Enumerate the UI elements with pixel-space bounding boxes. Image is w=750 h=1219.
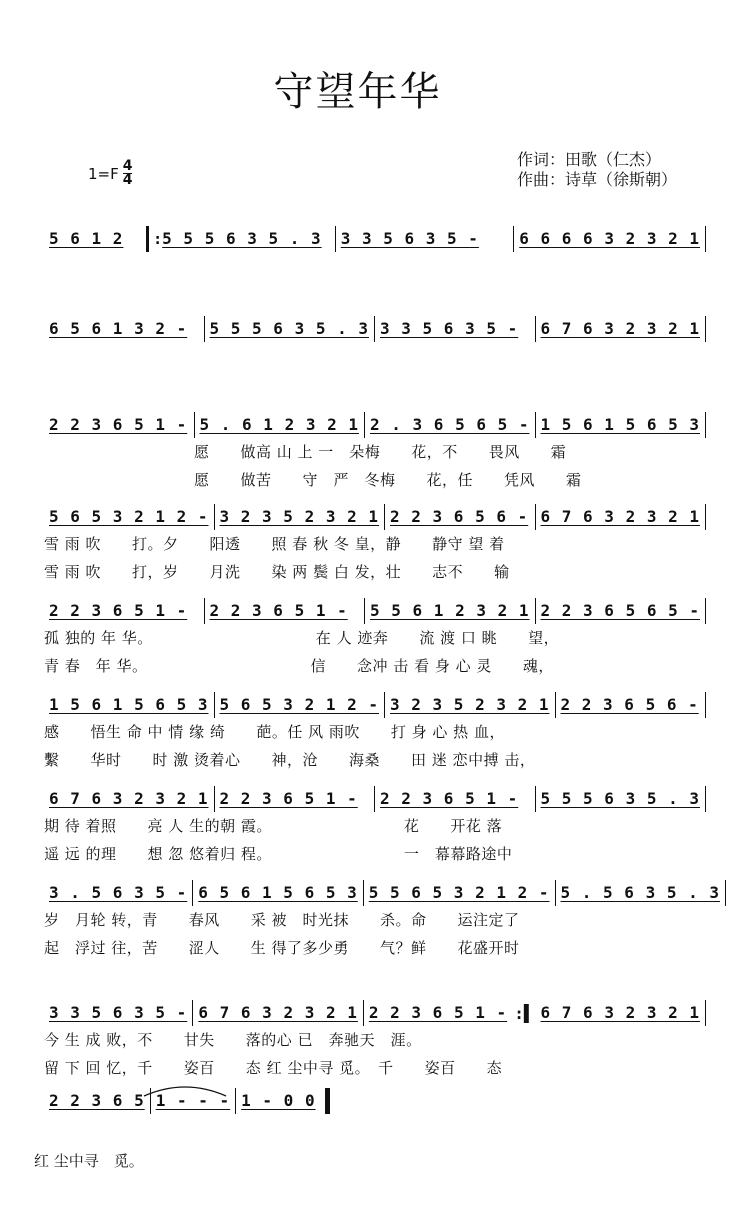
measure: 2 2 3 6 5 — [44, 1088, 151, 1114]
measure: 2 2 3 6 5 1 - — [205, 598, 366, 624]
lyric-verse-1: 愿 做高 山 上 一 朵梅 花，不 畏风 霜 — [194, 443, 567, 461]
score-system-5 — [44, 594, 706, 680]
measure: 2 2 3 6 5 6 5 - — [536, 598, 707, 624]
score-system-3 — [44, 408, 706, 494]
measure: 5 5 5 6 3 5 . 3 — [157, 226, 336, 252]
measure: 2 2 3 6 5 6 - — [385, 504, 536, 530]
time-bottom: 4 — [122, 172, 133, 188]
measure: 6 5 6 1 3 2 - — [44, 316, 205, 342]
lyric-verse-1: 今 生 成 败，不 甘失 落的心 已 奔驰天 涯。 — [44, 1031, 422, 1049]
composer-credit: 作曲：诗草（徐斯朝） — [517, 170, 678, 189]
measure: 5 6 5 3 2 1 2 - — [44, 504, 215, 530]
score-system-4 — [44, 500, 706, 586]
score-system-8 — [44, 876, 720, 962]
measure: 3 3 5 6 3 5 - — [375, 316, 536, 342]
lyric-verse-1: 孤 独的 年 华。 在 人 迹奔 流 渡 口 眺 望， — [44, 629, 560, 647]
measure: 2 2 3 6 5 1 - — [375, 786, 536, 812]
measure: 3 3 5 6 3 5 - — [336, 226, 515, 252]
lyric-verse-1: 岁 月轮 转，青 春风 采 被 时光抹 杀。命 运注定了 — [44, 911, 520, 929]
measure: 2 . 3 6 5 6 5 - — [365, 412, 536, 438]
tie-mark — [140, 1082, 230, 1098]
measure: 5 5 5 6 3 5 . 3 — [205, 316, 376, 342]
final-barline — [325, 1088, 330, 1114]
score-system-6 — [44, 688, 706, 774]
time-signature — [123, 160, 133, 187]
measure: 6 6 6 6 3 2 3 2 1 — [514, 226, 706, 252]
measure: 5 . 6 1 2 3 2 1 — [195, 412, 366, 438]
lyric-verse-2: 留 下 回 忆，千 姿百 态 红 尘中寻 觅。 千 姿百 态 — [44, 1059, 503, 1077]
lyric-verse-2: 雪 雨 吹 打，岁 月洗 染 两 鬓 白 发，壮 志不 输 — [44, 563, 510, 581]
score-system-7 — [44, 782, 706, 868]
score-system-2 — [44, 312, 706, 342]
tail-lyric: 红 尘中寻 觅。 — [34, 1152, 144, 1170]
measure: 6 7 6 3 2 3 2 1 — [536, 504, 707, 530]
score-system-9 — [44, 996, 706, 1082]
measure: 1 5 6 1 5 6 5 3 — [44, 692, 215, 718]
measure: 6 7 6 3 2 3 2 1 — [44, 786, 215, 812]
credits — [517, 150, 677, 190]
repeat-start-bar — [146, 226, 155, 252]
measure: 2 2 3 6 5 1 - — [44, 598, 205, 624]
measure: 2 2 3 6 5 1 - — [44, 412, 195, 438]
measure: 2 2 3 6 5 1 - — [215, 786, 376, 812]
measure: 5 5 5 6 3 5 . 3 — [536, 786, 707, 812]
measure: 6 7 6 3 2 3 2 1 — [193, 1000, 364, 1026]
measure: 3 2 3 5 2 3 2 1 — [215, 504, 386, 530]
measure: 6 7 6 3 2 3 2 1 — [536, 316, 707, 342]
lyric-verse-2: 起 浮过 往，苦 涩人 生 得了多少勇 气？鲜 花盛开时 — [44, 939, 520, 957]
measure: 3 2 3 5 2 3 2 1 — [385, 692, 556, 718]
lyric-verse-2: 繫 华时 时 激 烫着心 神，沧 海桑 田 迷 恋中搏 击， — [44, 751, 536, 769]
song-title: 守望年华 — [273, 69, 442, 115]
measure: 3 3 5 6 3 5 - — [44, 1000, 193, 1026]
lyric-verse-2: 遥 远 的理 想 忽 悠着归 程。 一 幕幕路途中 — [44, 845, 513, 863]
repeat-end-bar: :▌ — [514, 1003, 534, 1023]
measure: 5 5 6 5 3 2 1 2 - — [364, 880, 556, 906]
measure: 2 2 3 6 5 1 - — [368, 1003, 508, 1022]
measure: 6 5 6 1 5 6 5 3 — [193, 880, 364, 906]
measure: 5 . 5 6 3 5 . 3 — [556, 880, 727, 906]
time-top: 4 — [122, 158, 133, 174]
measure: 1 - - - — [151, 1088, 236, 1114]
score-system-1 — [44, 222, 706, 252]
measure: 1 - 0 0 — [241, 1091, 316, 1110]
measure: 1 5 6 1 5 6 5 3 — [536, 412, 707, 438]
lyric-verse-2: 青 春 年 华。 信 念冲 击 看 身 心 灵 魂， — [44, 657, 554, 675]
measure: 2 2 3 6 5 6 - — [556, 692, 707, 718]
measure: 3 . 5 6 3 5 - — [44, 880, 193, 906]
score-system-10 — [44, 1084, 314, 1114]
measure: 6 7 6 3 2 3 2 1 — [536, 1000, 707, 1026]
lyricist-credit: 作词：田歌（仁杰） — [517, 150, 662, 169]
measure: 5 6 5 3 2 1 2 - — [215, 692, 386, 718]
lyric-verse-2: 愿 做苦 守 严 冬梅 花，任 凭风 霜 — [194, 471, 582, 489]
measure: 5 6 1 2 — [49, 229, 124, 248]
key-label: 1=F — [88, 164, 119, 183]
lyric-verse-1: 雪 雨 吹 打。夕 阳透 照 春 秋 冬 皇，静 静守 望 着 — [44, 535, 505, 553]
measure: 5 5 6 1 2 3 2 1 — [365, 598, 536, 624]
lyric-verse-1: 期 待 着照 亮 人 生的朝 霞。 花 开花 落 — [44, 817, 503, 835]
key-signature — [88, 160, 133, 187]
lyric-verse-1: 感 悟生 命 中 情 缘 绮 葩。任 风 雨吹 打 身 心 热 血， — [44, 723, 505, 741]
